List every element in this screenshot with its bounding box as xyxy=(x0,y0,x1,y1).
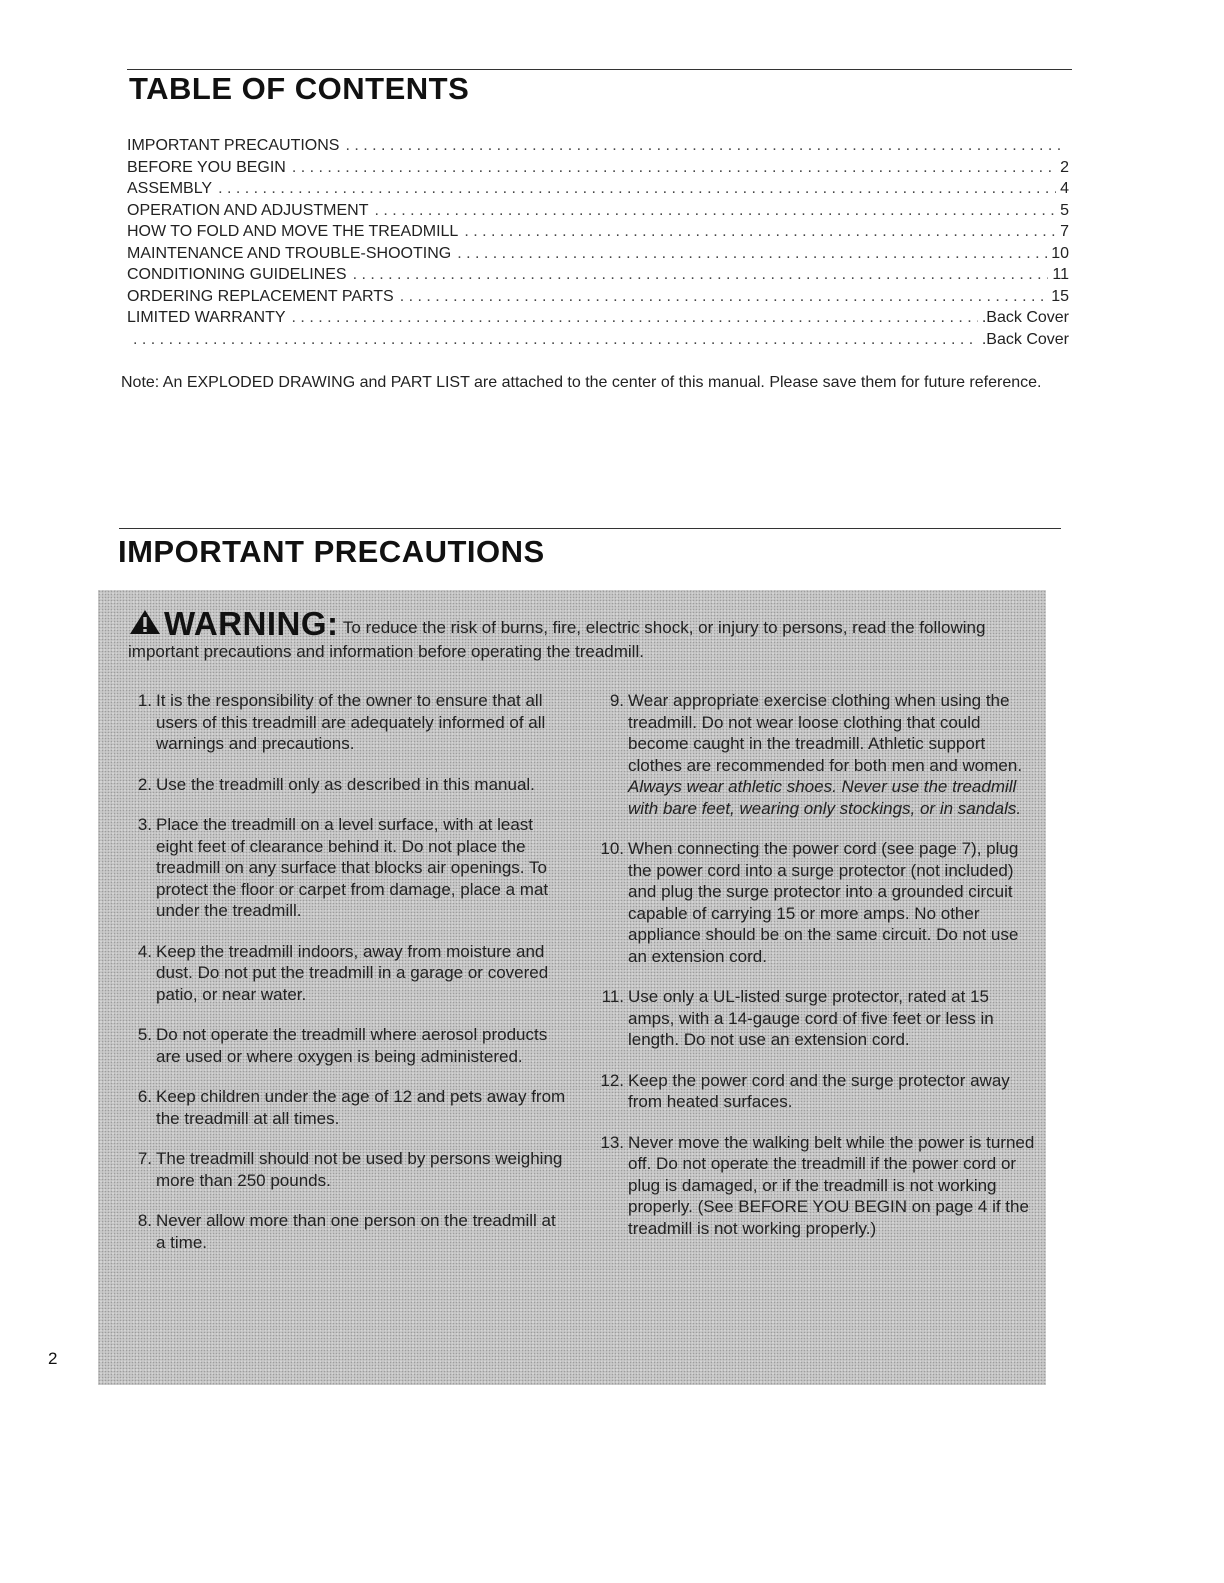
toc-entry-page: .Back Cover xyxy=(981,309,1069,326)
precaution-text: Keep the treadmill indoors, away from moisture and dust. Do not put the treadmill in a garage or covered patio, or near water. xyxy=(156,941,549,1004)
toc-entry[interactable] xyxy=(127,286,1069,308)
toc-entry-page: 7 xyxy=(1060,223,1069,240)
precaution-number: 13. xyxy=(600,1132,624,1152)
precautions-left-column xyxy=(116,690,566,1253)
precaution-item xyxy=(116,1086,566,1129)
page-number: 2 xyxy=(48,1349,58,1368)
precautions-right-column xyxy=(588,690,1038,1239)
toc-entry[interactable] xyxy=(127,157,1069,179)
precaution-number: 4. xyxy=(137,941,152,961)
toc-leader-dots xyxy=(292,157,1056,179)
precaution-text: Never move the walking belt while the power is turned off. Do not operate the treadmill if the power cord or plug is damaged, or if the treadmill is not working properly. (See BEFORE YOU BEGIN on page 4 if the treadmill is not working properly.) xyxy=(628,1132,1035,1238)
toc-entry-page: 2 xyxy=(1060,158,1069,176)
toc-entry[interactable] xyxy=(127,200,1069,222)
warning-label: WARNING: xyxy=(164,605,339,642)
toc-entry-title: OPERATION AND ADJUSTMENT xyxy=(127,201,369,219)
precaution-number: 6. xyxy=(137,1087,152,1106)
precaution-number: 9. xyxy=(609,691,624,710)
toc-leader-dots xyxy=(375,200,1057,222)
toc-leader-dots xyxy=(464,221,1056,243)
precaution-item xyxy=(116,1024,566,1067)
precautions-heading: IMPORTANT PRECAUTIONS xyxy=(118,534,545,569)
toc-leader-dots xyxy=(292,307,978,329)
toc-entry-title: HOW TO FOLD AND MOVE THE TREADMILL xyxy=(127,223,459,240)
toc-entry-title: LIMITED WARRANTY xyxy=(127,309,286,326)
precautions-top-rule xyxy=(119,528,1061,529)
precaution-text xyxy=(628,690,1038,819)
precaution-item xyxy=(588,1070,1038,1113)
precaution-number: 10. xyxy=(600,839,624,858)
precaution-text: When connecting the power cord (see page 7), plug the power cord into a surge protector (not included) and plug the surge protector into a grounded circuit capable of carrying 15 or more amps. No other appliance should be on the same circuit. Do not use an extension cord. xyxy=(628,839,1019,966)
toc-entry[interactable] xyxy=(127,329,1069,351)
precaution-text: Place the treadmill on a level surface, with at least eight feet of clearance behind it. Do not place the treadmill on any surface that blocks air openings. To protect the floor or carpet from damage, place a mat under the treadmill. xyxy=(156,815,549,920)
toc-leader-dots xyxy=(353,264,1049,286)
precaution-text-italic: Always wear athletic shoes. Never use the treadmill with bare feet, wearing only stockings, or in sandals. xyxy=(628,777,1022,818)
toc-entry[interactable] xyxy=(127,264,1069,286)
toc-entry-title: ASSEMBLY xyxy=(127,180,213,197)
warning-box xyxy=(98,590,1046,1385)
toc-entry-title: ORDERING REPLACEMENT PARTS xyxy=(127,287,394,305)
precaution-item xyxy=(116,814,566,922)
precaution-number: 8. xyxy=(137,1211,152,1230)
precaution-text: It is the responsibility of the owner to ensure that all users of this treadmill are adequately informed of all warnings and precautions. xyxy=(156,691,546,753)
toc-entry-page: 10 xyxy=(1051,244,1069,262)
precaution-number: 3. xyxy=(137,815,152,834)
toc-entry-page: 15 xyxy=(1051,287,1069,305)
precaution-text: Keep children under the age of 12 and pets away from the treadmill at all times. xyxy=(156,1087,566,1128)
toc-entry-title: IMPORTANT PRECAUTIONS xyxy=(127,137,340,154)
toc-entry[interactable] xyxy=(127,178,1069,200)
toc-entry-page: 11 xyxy=(1052,266,1069,283)
toc-leader-dots xyxy=(218,178,1056,200)
toc-entry-page: 5 xyxy=(1060,201,1069,219)
precaution-item xyxy=(588,838,1038,967)
precaution-number: 2. xyxy=(137,774,152,794)
warning-text: To reduce the risk of burns, fire, electric shock, or injury to persons, read the following important precautions and information before operating the treadmill. xyxy=(128,618,986,661)
toc-entry-page: .Back Cover xyxy=(981,330,1069,348)
precaution-item xyxy=(116,1210,566,1253)
precaution-number: 1. xyxy=(137,691,152,710)
precaution-number: 5. xyxy=(137,1025,152,1044)
toc-leader-dots xyxy=(133,329,978,351)
toc-leader-dots xyxy=(400,286,1047,308)
precaution-item xyxy=(116,1148,566,1191)
precaution-item xyxy=(588,690,1038,819)
precaution-item xyxy=(116,690,566,755)
toc-entry-title: BEFORE YOU BEGIN xyxy=(127,158,286,176)
warning-triangle-icon xyxy=(128,608,162,641)
precaution-number: 7. xyxy=(137,1149,152,1168)
precaution-item xyxy=(588,986,1038,1051)
toc-entry[interactable] xyxy=(127,243,1069,265)
precaution-text: Use only a UL-listed surge protector, rated at 15 amps, with a 14-gauge cord of five feet or less in length. Do not use an extension cord. xyxy=(628,987,994,1049)
toc-entry[interactable] xyxy=(127,307,1069,329)
toc-entry-page: 4 xyxy=(1060,180,1069,197)
toc-entry-title: CONDITIONING GUIDELINES xyxy=(127,266,347,283)
toc-entry[interactable] xyxy=(127,221,1069,243)
warning-header xyxy=(128,605,1043,662)
toc-entry-title: MAINTENANCE AND TROUBLE-SHOOTING xyxy=(127,244,452,262)
toc-entry[interactable] xyxy=(127,135,1069,157)
precaution-text-main: Wear appropriate exercise clothing when using the treadmill. Do not wear loose clothing that could become caught in the treadmill. Athletic support clothes are recommended for both men and women. xyxy=(628,691,1023,775)
precaution-item xyxy=(116,941,566,1006)
toc-leader-dots xyxy=(457,243,1047,265)
precaution-text: Keep the power cord and the surge protector away from heated surfaces. xyxy=(628,1070,1010,1111)
toc-heading: TABLE OF CONTENTS xyxy=(129,71,470,106)
precaution-item xyxy=(588,1132,1038,1240)
precaution-number: 12. xyxy=(600,1070,624,1090)
precaution-text: Use the treadmill only as described in this manual. xyxy=(156,774,535,794)
precaution-text: The treadmill should not be used by persons weighing more than 250 pounds. xyxy=(156,1149,563,1190)
toc-leader-dots xyxy=(345,135,1065,157)
precaution-item xyxy=(116,774,566,796)
precaution-text: Never allow more than one person on the treadmill at a time. xyxy=(156,1211,556,1252)
precaution-number: 11. xyxy=(601,987,624,1006)
precaution-text: Do not operate the treadmill where aerosol products are used or where oxygen is being administered. xyxy=(156,1025,548,1066)
toc-note: Note: An EXPLODED DRAWING and PART LIST are attached to the center of this manual. Please save them for future reference. xyxy=(121,374,1042,391)
toc-top-rule xyxy=(127,69,1072,70)
table-of-contents xyxy=(127,135,1069,350)
